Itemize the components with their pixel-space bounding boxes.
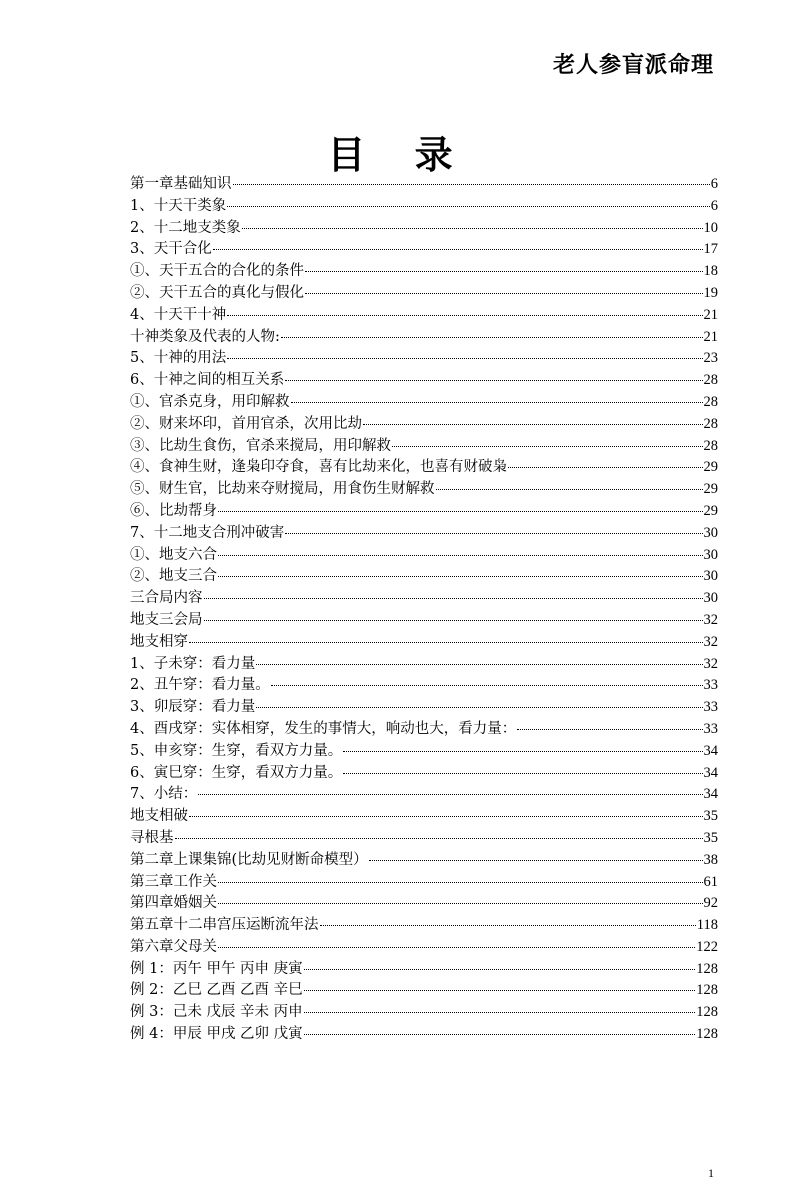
toc-dot-leader [242, 226, 703, 229]
toc-dot-leader [189, 814, 703, 817]
toc-entry-label: 地支相破 [130, 808, 188, 825]
toc-entry-page: 128 [696, 1026, 718, 1043]
toc-entry-page: 23 [703, 350, 718, 367]
document-header-title: 老人参盲派命理 [552, 52, 714, 78]
toc-entry-page: 128 [696, 982, 718, 999]
toc-entry-page: 19 [703, 284, 718, 301]
toc-dot-leader [436, 487, 703, 490]
toc-entry-label: ①、地支六合 [130, 546, 217, 563]
toc-entry[interactable] [130, 697, 718, 719]
toc-entry-page: 30 [703, 590, 718, 607]
toc-dot-leader [304, 1010, 696, 1013]
toc-dot-leader [343, 749, 702, 752]
toc-entry[interactable] [130, 893, 718, 915]
toc-entry[interactable] [130, 675, 718, 697]
toc-entry-page: 28 [703, 437, 718, 454]
toc-entry[interactable] [130, 392, 718, 414]
toc-entry-label: ②、财来坏印，首用官杀，次用比劫 [130, 415, 362, 432]
toc-entry-page: 122 [696, 938, 718, 955]
toc-entry-page: 34 [703, 742, 718, 759]
toc-entry[interactable] [130, 850, 718, 872]
toc-entry[interactable] [130, 327, 718, 349]
toc-entry-page: 28 [703, 393, 718, 410]
toc-entry-page: 34 [703, 764, 718, 781]
toc-dot-leader [189, 640, 703, 643]
toc-entry-label: 3、卯辰穿：看力量 [130, 699, 256, 716]
toc-entry-label: ②、天干五合的真化与假化 [130, 284, 304, 301]
toc-entry-page: 30 [703, 524, 718, 541]
toc-dot-leader [320, 923, 696, 926]
toc-entry-label: ②、地支三合 [130, 568, 217, 585]
toc-entry[interactable] [130, 937, 718, 959]
toc-dot-leader [256, 705, 702, 708]
toc-entry[interactable] [130, 654, 718, 676]
toc-entry[interactable] [130, 174, 718, 196]
toc-entry-label: 十神类象及代表的人物: [130, 328, 280, 345]
table-of-contents-heading: 目 录 [327, 132, 471, 177]
toc-entry-page: 32 [703, 633, 718, 650]
toc-entry[interactable] [130, 501, 718, 523]
toc-dot-leader [233, 182, 710, 185]
toc-entry-label: ①、天干五合的合化的条件 [130, 263, 304, 280]
toc-entry-label: 例 2：乙巳 乙酉 乙酉 辛巳 [130, 982, 303, 999]
toc-entry-label: 7、小结： [130, 786, 198, 803]
toc-entry-label: 第一章基础知识 [130, 176, 232, 192]
toc-entry[interactable] [130, 457, 718, 479]
toc-dot-leader [204, 618, 703, 621]
toc-dot-leader [227, 313, 702, 316]
toc-entry[interactable] [130, 588, 718, 610]
toc-dot-leader [218, 553, 703, 556]
toc-entry[interactable] [130, 239, 718, 261]
toc-entry-label: 4、十天干十神 [130, 306, 227, 323]
toc-dot-leader [218, 945, 695, 948]
toc-entry-page: 128 [696, 960, 718, 977]
toc-entry[interactable] [130, 915, 718, 937]
toc-entry-page: 18 [703, 263, 718, 280]
toc-entry[interactable] [130, 370, 718, 392]
toc-entry[interactable] [130, 980, 718, 1002]
toc-entry-label: ⑥、比劫帮身 [130, 502, 217, 519]
toc-entry[interactable] [130, 283, 718, 305]
toc-entry-page: 33 [703, 677, 718, 694]
toc-entry[interactable] [130, 545, 718, 567]
toc-entry-page: 33 [703, 720, 718, 737]
toc-entry-page: 35 [703, 808, 718, 825]
toc-entry[interactable] [130, 719, 718, 741]
toc-entry[interactable] [130, 479, 718, 501]
toc-entry[interactable] [130, 348, 718, 370]
toc-entry-label: 6、十神之间的相互关系 [130, 372, 285, 389]
toc-entry-label: 地支三会局 [130, 611, 203, 628]
toc-entry[interactable] [130, 305, 718, 327]
toc-dot-leader [204, 596, 703, 599]
toc-dot-leader [285, 378, 702, 381]
toc-entry-label: 三合局内容 [130, 590, 203, 607]
toc-entry-page: 32 [703, 655, 718, 672]
toc-entry-page: 29 [703, 459, 718, 476]
toc-dot-leader [305, 291, 703, 294]
toc-entry[interactable] [130, 566, 718, 588]
toc-dot-leader [517, 727, 702, 730]
toc-entry[interactable] [130, 196, 718, 218]
toc-entry-page: 29 [703, 481, 718, 498]
toc-dot-leader [343, 771, 702, 774]
toc-dot-leader [218, 901, 703, 904]
toc-dot-leader [305, 269, 703, 272]
toc-entry-label: 2、十二地支类象 [130, 219, 241, 236]
toc-entry-label: 7、十二地支合刑冲破害 [130, 524, 285, 541]
toc-dot-leader [363, 422, 703, 425]
toc-entry-label: 例 4：甲辰 甲戌 乙卯 戊寅 [130, 1026, 303, 1043]
toc-entry[interactable] [130, 828, 718, 850]
toc-entry-page: 28 [703, 415, 718, 432]
toc-entry-page: 28 [703, 372, 718, 389]
toc-entry-label: ①、官杀克身，用印解救 [130, 393, 290, 410]
toc-entry-page: 32 [703, 611, 718, 628]
toc-entry[interactable] [130, 1002, 718, 1024]
toc-entry-label: 3、天干合化 [130, 241, 212, 258]
toc-entry-label: 2、丑午穿：看力量。 [130, 677, 270, 694]
toc-entry-page: 38 [703, 851, 718, 868]
toc-entry-page: 6 [710, 176, 718, 192]
toc-entry[interactable] [130, 784, 718, 806]
toc-dot-leader [218, 880, 703, 883]
toc-entry-page: 61 [703, 873, 718, 890]
toc-dot-leader [508, 465, 703, 468]
toc-entry[interactable] [130, 436, 718, 458]
toc-entry-label: 第四章婚姻关 [130, 895, 217, 912]
toc-entry-label: ④、食神生财，逢枭印夺食，喜有比劫来化，也喜有财破枭 [130, 459, 507, 476]
toc-entry-page: 21 [703, 306, 718, 323]
toc-entry[interactable] [130, 632, 718, 654]
toc-entry-page: 17 [703, 241, 718, 258]
toc-dot-leader [175, 836, 703, 839]
toc-dot-leader [256, 662, 702, 665]
toc-entry-label: ⑤、财生官，比劫来夺财搅局，用食伤生财解救 [130, 481, 435, 498]
toc-entry-label: 第三章工作关 [130, 873, 217, 890]
table-of-contents [130, 174, 718, 1046]
page-number: 1 [708, 1166, 714, 1180]
toc-entry-label: 1、十天干类象 [130, 197, 227, 214]
toc-entry-page: 35 [703, 829, 718, 846]
toc-dot-leader [304, 967, 696, 970]
toc-entry-page: 118 [696, 917, 718, 934]
toc-dot-leader [304, 988, 696, 991]
toc-entry-page: 29 [703, 502, 718, 519]
toc-dot-leader [227, 356, 702, 359]
toc-entry-label: 1、子未穿：看力量 [130, 655, 256, 672]
toc-entry-label: 4、酉戌穿：实体相穿，发生的事情大，响动也大，看力量： [130, 720, 517, 737]
toc-entry-page: 21 [703, 328, 718, 345]
toc-entry-label: ③、比劫生食伤，官杀来搅局，用印解救 [130, 437, 391, 454]
toc-entry-label: 地支相穿 [130, 633, 188, 650]
toc-dot-leader [218, 574, 703, 577]
toc-entry-label: 第二章上课集锦(比劫见财断命模型） [130, 851, 368, 868]
toc-entry[interactable] [130, 959, 718, 981]
toc-entry-label: 5、申亥穿：生穿，看双方力量。 [130, 742, 343, 759]
toc-dot-leader [285, 531, 702, 534]
toc-dot-leader [198, 792, 702, 795]
toc-entry[interactable] [130, 1024, 718, 1046]
toc-dot-leader [304, 1032, 696, 1035]
toc-entry-page: 10 [703, 219, 718, 236]
toc-entry-label: 第五章十二串宫压运断流年法 [130, 917, 319, 934]
toc-entry[interactable] [130, 523, 718, 545]
toc-entry[interactable] [130, 218, 718, 240]
toc-entry-page: 33 [703, 699, 718, 716]
toc-entry[interactable] [130, 806, 718, 828]
toc-entry-label: 5、十神的用法 [130, 350, 227, 367]
toc-dot-leader [291, 400, 703, 403]
toc-entry[interactable] [130, 872, 718, 894]
toc-dot-leader [392, 444, 703, 447]
toc-entry[interactable] [130, 414, 718, 436]
toc-entry-page: 30 [703, 546, 718, 563]
toc-entry-label: 例 1：丙午 甲午 丙申 庚寅 [130, 960, 303, 977]
toc-entry-page: 128 [696, 1004, 718, 1021]
toc-dot-leader [271, 683, 703, 686]
toc-entry-label: 第六章父母关 [130, 938, 217, 955]
toc-entry-label: 寻根基 [130, 829, 174, 846]
toc-entry-page: 6 [710, 197, 718, 214]
toc-dot-leader [213, 247, 703, 250]
toc-entry[interactable] [130, 763, 718, 785]
toc-entry-label: 例 3：己未 戊辰 辛未 丙申 [130, 1004, 303, 1021]
toc-entry[interactable] [130, 261, 718, 283]
toc-dot-leader [218, 509, 703, 512]
toc-entry-label: 6、寅巳穿：生穿，看双方力量。 [130, 764, 343, 781]
toc-dot-leader [369, 858, 703, 861]
toc-entry-page: 92 [703, 895, 718, 912]
toc-dot-leader [281, 335, 703, 338]
toc-entry[interactable] [130, 741, 718, 763]
toc-dot-leader [227, 204, 710, 207]
toc-entry-page: 30 [703, 568, 718, 585]
toc-entry-page: 34 [703, 786, 718, 803]
toc-entry[interactable] [130, 610, 718, 632]
